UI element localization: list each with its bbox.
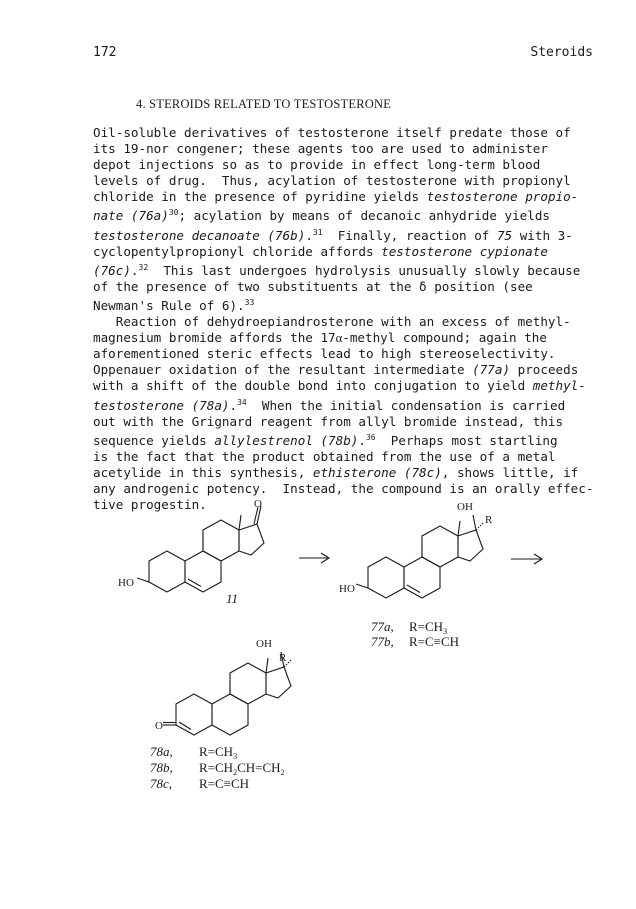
substituent-78b: $R=CH_2CH=CH_2$ (199, 760, 285, 777)
compound-label-77a: 77a, (371, 619, 394, 634)
body-text: Oil-soluble derivatives of testosterone itself predate those of its 19-nor congener; these agents too are used to administer depot injections so as to provide in effect long-term blood levels of drug. Thus, acylation of testosterone with propionyl chloride in the presence of pyridine yields testosterone propio- nate $(76a)^{30}$; acylation by means of decanoic anhydride yields testosterone decanoate (76b).$^{31}$ Finally, reaction of 75 with 3- cyclopentylpropionyl chloride affords testosterone cypionate (76c).$^{32}$ This last undergoes hydrolysis unusually slowly because of the presence of two substituents at the δ position (see Newman's Rule of 6).$^{33}$ Reaction of dehydroepiandrosterone with an excess of methyl- magnesium bromide affords the 17α-methyl compound; again the aforementioned steric effects lead to high stereoselectivity. Oppenauer oxidation of the resultant intermediate (77a) proceeds with a shift of the double bond into conjugation to yield methyl- testosterone (78a).$^{34}$ When the initial condensation is carried out with the Grignard reagent from allyl bromide instead, this sequence yields allylestrenol (78b).$^{36}$ Perhaps most startling is the fact that the product obtained from the use of a metal acetylide in this synthesis, ethisterone (78c), shows little, if any androgenic potency. Instead, the compound is an orally effec- tive progestin. (93, 125, 594, 513)
oxo-label-11: O (254, 498, 262, 510)
compound-label-11: 11 (226, 591, 239, 606)
structure-11 (137, 506, 264, 592)
section-title: 4. STEROIDS RELATED TO TESTOSTERONE (136, 97, 392, 111)
oh-label-78: OH (256, 638, 272, 650)
reaction-arrow-2 (511, 554, 542, 564)
oh-label-77: OH (457, 501, 473, 513)
compound-label-78b: 78b, (150, 760, 173, 775)
structure-77 (356, 515, 484, 598)
page-number: 172 (93, 45, 117, 60)
compound-label-77b: 77b, (371, 634, 394, 649)
ho-label-77: HO (339, 583, 355, 595)
compound-label-78a: 78a, (150, 744, 173, 759)
substituent-77a: $R=CH_3$ (409, 619, 448, 636)
substituent-77b: R=C≡CH (409, 634, 460, 649)
running-title: Steroids (530, 45, 593, 60)
structure-78 (163, 652, 292, 735)
substituent-78a: $R=CH_3$ (199, 744, 238, 761)
substituent-78c: R=C≡CH (199, 776, 250, 791)
compound-label-78c: 78c, (150, 776, 173, 791)
r-label-77: R (485, 514, 493, 526)
r-label-78: R (279, 652, 287, 664)
ho-label-11: HO (118, 577, 134, 589)
oxo-label-78: O (155, 720, 163, 732)
reaction-arrow-1 (299, 553, 329, 563)
